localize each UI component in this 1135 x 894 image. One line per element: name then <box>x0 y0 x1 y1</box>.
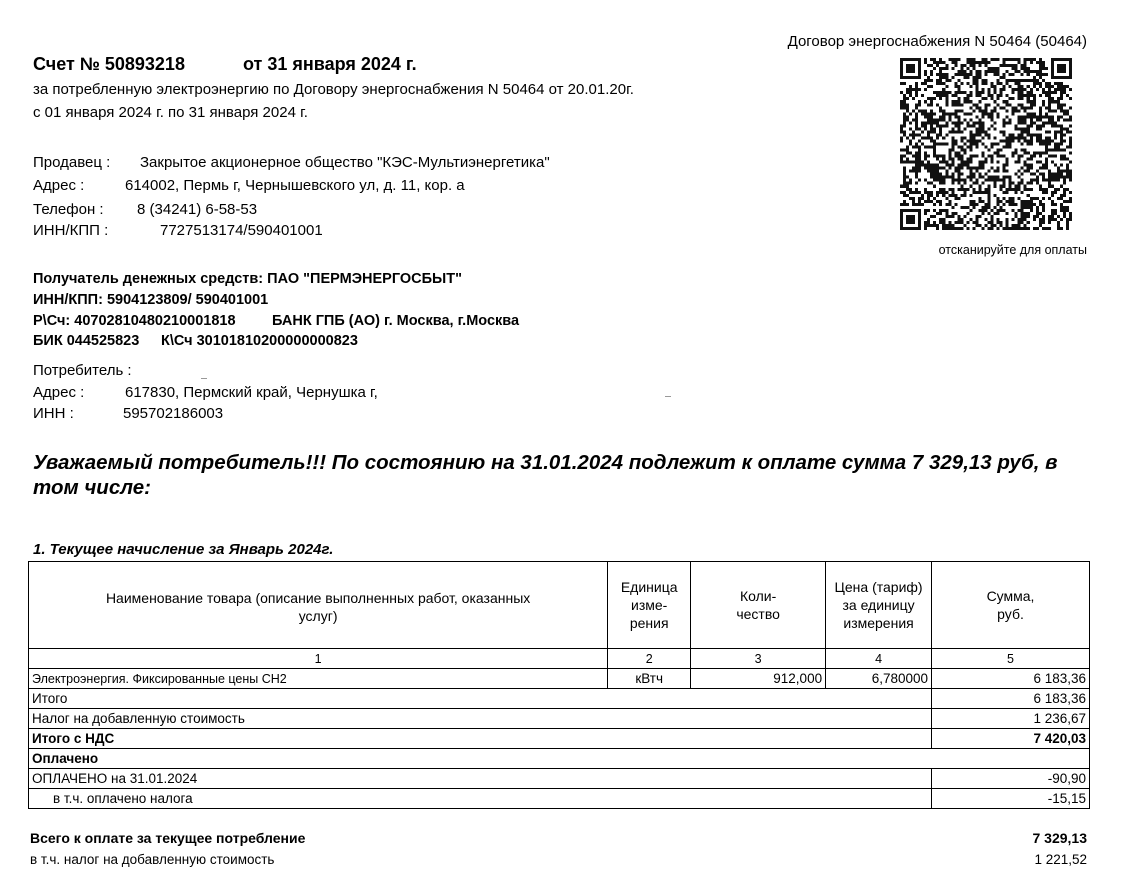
invoice-period: с 01 января 2024 г. по 31 января 2024 г. <box>33 104 308 121</box>
column-number: 4 <box>826 649 932 669</box>
row-value: -90,90 <box>932 769 1090 789</box>
invoice-number: Счет № 50893218 <box>33 54 185 74</box>
seller-name: Закрытое акционерное общество "КЭС-Мультиэнергетика" <box>140 154 550 171</box>
consumer-inn: 595702186003 <box>123 405 224 422</box>
row-value: -15,15 <box>932 789 1090 809</box>
seller-address-label: Адрес : <box>33 177 85 194</box>
column-number: 2 <box>608 649 691 669</box>
row-label: Оплачено <box>29 749 1090 769</box>
qr-caption: отсканируйте для оплаты <box>938 243 1087 257</box>
row-label: Итого <box>29 689 932 709</box>
column-header-unit: Единица изме-рения <box>608 562 691 649</box>
table-row <box>29 709 1090 729</box>
recipient-bank: БАНК ГПБ (АО) г. Москва, г.Москва <box>272 313 520 329</box>
recipient-bik: БИК 044525823 <box>33 333 140 349</box>
invoice-description: за потребленную электроэнергию по Договору энергоснабжения N 50464 от 20.01.20г. <box>33 81 634 98</box>
table-row <box>29 789 1090 809</box>
seller-phone: 8 (34241) 6-58-53 <box>137 201 258 218</box>
table-row <box>29 729 1090 749</box>
seller-address-row <box>33 177 465 194</box>
table-row <box>29 689 1090 709</box>
invoice-table <box>28 561 1090 809</box>
consumer-address-label: Адрес : <box>33 384 85 401</box>
total-vat-label: в т.ч. налог на добавленную стоимость <box>30 852 275 867</box>
row-value: 6 183,36 <box>932 689 1090 709</box>
seller-inn-label: ИНН/КПП : <box>33 222 109 239</box>
redaction-mark <box>201 378 207 379</box>
seller-phone-row <box>33 201 257 218</box>
recipient-bik-row <box>33 333 358 349</box>
item-unit: кВтч <box>608 669 691 689</box>
invoice-date: от 31 января 2024 г. <box>243 54 417 74</box>
column-header-name: Наименование товара (описание выполненных работ, оказанных услуг) <box>29 562 608 649</box>
recipient-name: Получатель денежных средств: ПАО "ПЕРМЭНЕРГОСБЫТ" <box>33 271 462 287</box>
item-sum: 6 183,36 <box>932 669 1090 689</box>
seller-row <box>33 154 550 171</box>
invoice-title <box>33 54 417 75</box>
recipient-inn: ИНН/КПП: 5904123809/ 590401001 <box>33 292 269 308</box>
row-value: 7 420,03 <box>932 729 1090 749</box>
row-label: Налог на добавленную стоимость <box>29 709 932 729</box>
contract-header: Договор энергоснабжения N 50464 (50464) <box>787 33 1087 50</box>
seller-inn: 7727513174/590401001 <box>160 222 323 239</box>
table-row <box>29 669 1090 689</box>
column-number: 5 <box>932 649 1090 669</box>
table-row <box>29 769 1090 789</box>
payment-qr-code[interactable] <box>900 58 1072 230</box>
item-quantity: 912,000 <box>691 669 826 689</box>
section-title: 1. Текущее начисление за Январь 2024г. <box>33 541 334 558</box>
row-value: 1 236,67 <box>932 709 1090 729</box>
consumer-address-row <box>33 384 378 401</box>
recipient-corr-account: К\Сч 30101810200000000823 <box>161 333 358 349</box>
consumer-address: 617830, Пермский край, Чернушка г, <box>125 384 378 401</box>
column-header-sum: Сумма, руб. <box>932 562 1090 649</box>
row-label: в т.ч. оплачено налога <box>29 789 932 809</box>
total-due-label: Всего к оплате за текущее потребление <box>30 830 306 846</box>
row-label: ОПЛАЧЕНО на 31.01.2024 <box>29 769 932 789</box>
consumer-inn-row <box>33 405 223 422</box>
item-name: Электроэнергия. Фиксированные цены СН2 <box>29 669 608 689</box>
seller-inn-row <box>33 222 323 239</box>
seller-label: Продавец : <box>33 154 111 171</box>
column-number: 1 <box>29 649 608 669</box>
total-due-value: 7 329,13 <box>1032 830 1087 846</box>
column-header-quantity: Коли-чество <box>691 562 826 649</box>
table-header-row <box>29 562 1090 649</box>
column-header-price: Цена (тариф) за единицу измерения <box>826 562 932 649</box>
seller-phone-label: Телефон : <box>33 201 104 218</box>
total-vat-value: 1 221,52 <box>1034 852 1087 867</box>
table-row <box>29 749 1090 769</box>
redaction-mark <box>665 396 671 397</box>
column-numbers-row <box>29 649 1090 669</box>
recipient-account: Р\Сч: 40702810480210001818 <box>33 313 236 329</box>
column-number: 3 <box>691 649 826 669</box>
seller-address: 614002, Пермь г, Чернышевского ул, д. 11, кор. а <box>125 177 465 194</box>
consumer-label: Потребитель : <box>33 362 132 379</box>
row-label: Итого с НДС <box>29 729 932 749</box>
consumer-inn-label: ИНН : <box>33 405 74 422</box>
item-price: 6,780000 <box>826 669 932 689</box>
payment-notice: Уважаемый потребитель!!! По состоянию на 31.01.2024 подлежит к оплате сумма 7 329,13 руб, в том числе: <box>33 451 1058 499</box>
recipient-account-row <box>33 313 519 329</box>
